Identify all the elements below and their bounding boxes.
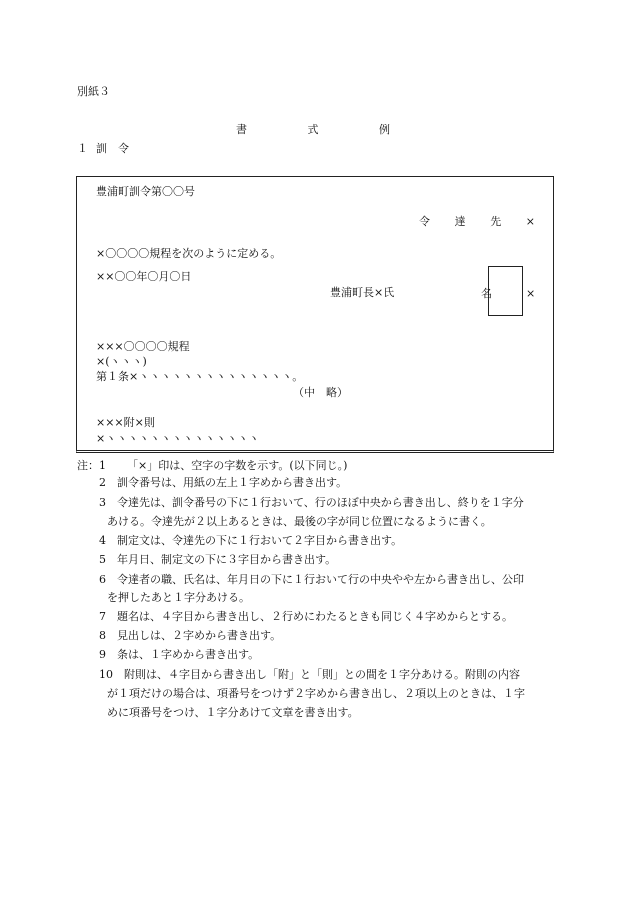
order-number: 豊浦町訓令第〇〇号 — [96, 185, 195, 198]
title-char: 書 — [236, 123, 247, 136]
note-line: 6 令達者の職、氏名は、年月日の下に１行おいて行の中央やや左から書き出し、公印 — [99, 573, 524, 586]
recipient-char: 達 — [454, 215, 466, 228]
note-line: あける。令達先が２以上あるときは、最後の字が同じ位置になるように書く。 — [107, 515, 492, 528]
note-line: を押したあと１字分あける。 — [107, 591, 250, 604]
seal-char: 名 — [481, 287, 492, 300]
page-title — [236, 124, 390, 135]
omitted-note: （中 略） — [293, 386, 348, 399]
issuer: 豊浦町長×氏 — [330, 286, 395, 299]
recipient — [419, 216, 535, 227]
section-title: 訓 令 — [96, 142, 129, 155]
note-line: 9 条は、１字めから書き出す。 — [99, 648, 260, 661]
note-line: 8 見出しは、２字めから書き出す。 — [99, 629, 282, 642]
note-line: 「×」印は、空字の字数を示す。(以下同じ。) — [127, 459, 348, 472]
title-char: 例 — [379, 123, 390, 136]
supplementary-text: ×ヽヽヽヽヽヽヽヽヽヽヽヽヽヽ — [96, 432, 260, 445]
note-line: 7 題名は、４字目から書き出し、２行めにわたるときも同じく４字めからとする。 — [99, 610, 513, 623]
seal-frame — [488, 266, 523, 316]
title-char: 式 — [307, 123, 319, 136]
attachment-label: 別紙３ — [77, 85, 110, 98]
supplementary-title: ×××附×則 — [96, 416, 155, 429]
note-line: 3 令達先は、訓令番号の下に１行おいて、行のほぼ中央から書き出し、終りを１字分 — [99, 496, 524, 509]
seal-space: × — [526, 287, 536, 300]
notes-prefix: 注：1 — [77, 459, 106, 472]
section-heading — [77, 143, 129, 154]
note-line: 2 訓令番号は、用紙の左上１字めから書き出す。 — [99, 476, 348, 489]
note-line: が１項だけの場合は、項番号をつけず２字めから書き出し、２項以上のときは、１字 — [107, 687, 525, 700]
note-line: 5 年月日、制定文の下に３字目から書き出す。 — [99, 553, 337, 566]
recipient-char: × — [525, 215, 535, 228]
note-line: 4 制定文は、令達先の下に１行おいて２字目から書き出す。 — [99, 534, 403, 547]
date: ××〇〇年〇月〇日 — [96, 270, 192, 283]
recipient-char: 先 — [490, 215, 502, 228]
enactment-text: ×〇〇〇〇規程を次のように定める。 — [96, 247, 282, 260]
note-line: 10 附則は、４字目から書き出し「附」と「則」との間を１字分あける。附則の内容 — [99, 668, 520, 681]
article-1: 第１条×ヽヽヽヽヽヽヽヽヽヽヽヽヽヽ。 — [96, 370, 304, 383]
note-line: めに項番号をつけ、１字分あけて文章を書き出す。 — [107, 706, 359, 719]
heading: ×(ヽヽヽ) — [96, 355, 147, 368]
regulation-title: ×××〇〇〇〇規程 — [96, 340, 190, 353]
section-number: １ — [77, 142, 88, 155]
recipient-char: 令 — [419, 215, 430, 228]
